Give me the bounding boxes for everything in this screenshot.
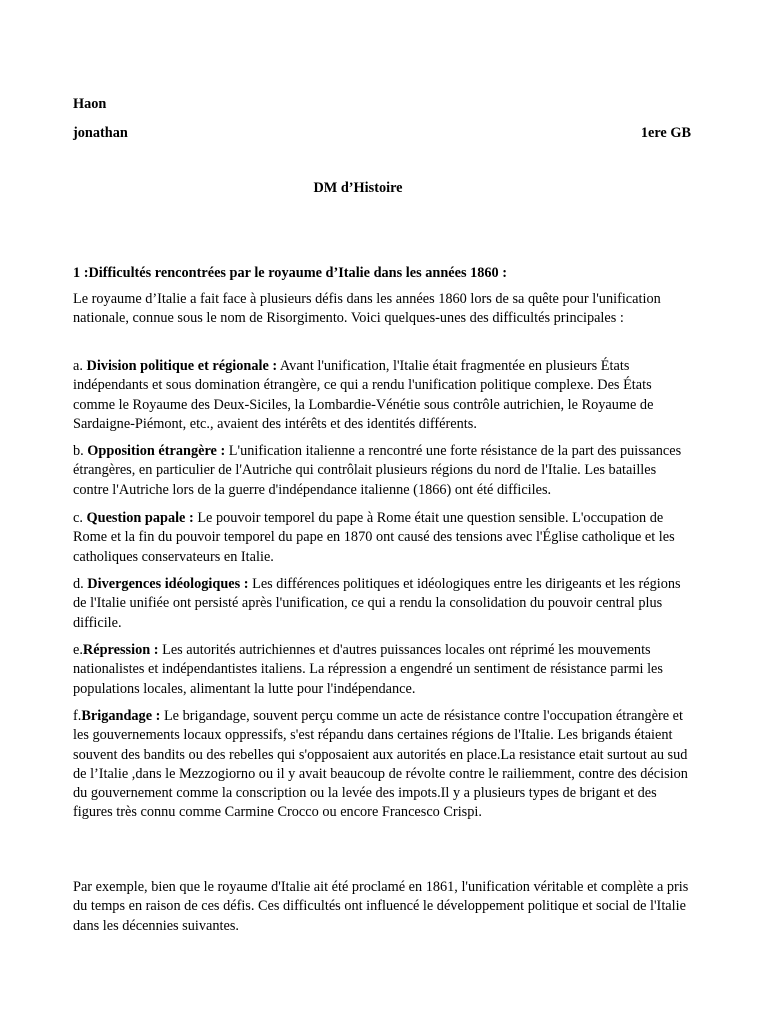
student-line bbox=[73, 124, 691, 143]
item-heading: Division politique et régionale : bbox=[86, 358, 278, 374]
item-heading: Question papale : bbox=[86, 510, 194, 526]
item-paragraph-c bbox=[73, 509, 695, 567]
item-prefix: e. bbox=[73, 642, 83, 658]
intro-paragraph: Le royaume d’Italie a fait face à plusieurs défis dans les années 1860 lors de sa quête pour l'unification nationale, connue sous le nom de Risorgimento. Voici quelques-unes des difficultés principales : bbox=[73, 291, 661, 327]
conclusion-paragraph: Par exemple, bien que le royaume d'Italie ait été proclamé en 1861, l'unification véritable et complète a pris du temps en raison de ces défis. Ces difficultés ont influencé le développement politique et social de l'Italie dans les décennies suivantes. bbox=[73, 879, 689, 934]
item-paragraph-f bbox=[73, 707, 695, 823]
item-paragraph-d bbox=[73, 575, 695, 633]
item-prefix: a. bbox=[73, 358, 87, 374]
item-heading: Opposition étrangère : bbox=[87, 443, 226, 459]
student-firstname: jonathan bbox=[73, 125, 128, 141]
item-paragraph-b bbox=[73, 442, 695, 500]
item-paragraph-a bbox=[73, 357, 695, 434]
item-text: Les autorités autrichiennes et d'autres puissances locales ont réprimé les mouvements nationalistes et indépendantistes italiens. La répression a engendré un sentiment de résistance parmi les populations locales, alimentant la lutte pour l'indépendance. bbox=[73, 642, 663, 697]
item-text: Le pouvoir temporel du pape à Rome était une question sensible. L'occupation de Rome et la fin du pouvoir temporel du pape en 1870 ont causé des tensions avec l'Église catholique et les catholiques conservateurs en Italie. bbox=[73, 510, 675, 565]
item-prefix: c. bbox=[73, 510, 87, 526]
item-heading: Divergences idéologiques : bbox=[87, 576, 249, 592]
item-text: L'unification italienne a rencontré une forte résistance de la part des puissances étrangères, en particulier de l'Autriche qui contrôlait plusieurs régions du nord de l'Italie. Les batailles contre l'Autriche lors de la guerre d'indépendance italienne (1866) ont été difficiles. bbox=[73, 443, 682, 498]
item-heading: Brigandage : bbox=[81, 708, 161, 724]
item-prefix: b. bbox=[73, 443, 88, 459]
item-paragraph-e bbox=[73, 641, 695, 699]
document-title: DM d’Histoire bbox=[313, 180, 403, 196]
item-text: Le brigandage, souvent perçu comme un acte de résistance contre l'occupation étrangère et les gouvernements locaux oppressifs, s'est répandu dans certaines régions de l'Italie. Les brigands étaient souvent des bandits ou des rebelles qui s'opposaient aux autorités en place.La resistance etait surtout au sud de l’Italie ,dans le Mezzogiorno ou il y avait beaucoup de révolte contre le railiemment, contre des décision du gouvernement comme la conscription ou la levée des impots.Il y a plusieurs types de brigant et des figures très connu comme Carmine Crocco ou encore Francesco Crispi. bbox=[73, 708, 688, 821]
item-text: Avant l'unification, l'Italie était fragmentée en plusieurs États indépendants et sous domination étrangère, ce qui a rendu l'unification politique complexe. Des États comme le Royaume des Deux-Siciles, la Lombardie-Vénétie sous contrôle autrichien, le Royaume de Sardaigne-Piémont, etc., avaient des intérêts et des identités différents. bbox=[73, 358, 654, 432]
item-prefix: d. bbox=[73, 576, 88, 592]
document-page bbox=[73, 0, 695, 1024]
item-heading: Répression : bbox=[82, 642, 159, 658]
student-surname: Haon bbox=[73, 96, 107, 112]
question-heading: 1 :Difficultés rencontrées par le royaume d’Italie dans les années 1860 : bbox=[73, 265, 508, 281]
item-text: Les différences politiques et idéologiques entre les dirigeants et les régions de l'Italie unifiée ont persisté après l'unification, ce qui a rendu la consolidation du pouvoir central plus difficile. bbox=[73, 576, 681, 631]
student-class: 1ere GB bbox=[640, 125, 691, 141]
item-prefix: f. bbox=[73, 708, 82, 724]
